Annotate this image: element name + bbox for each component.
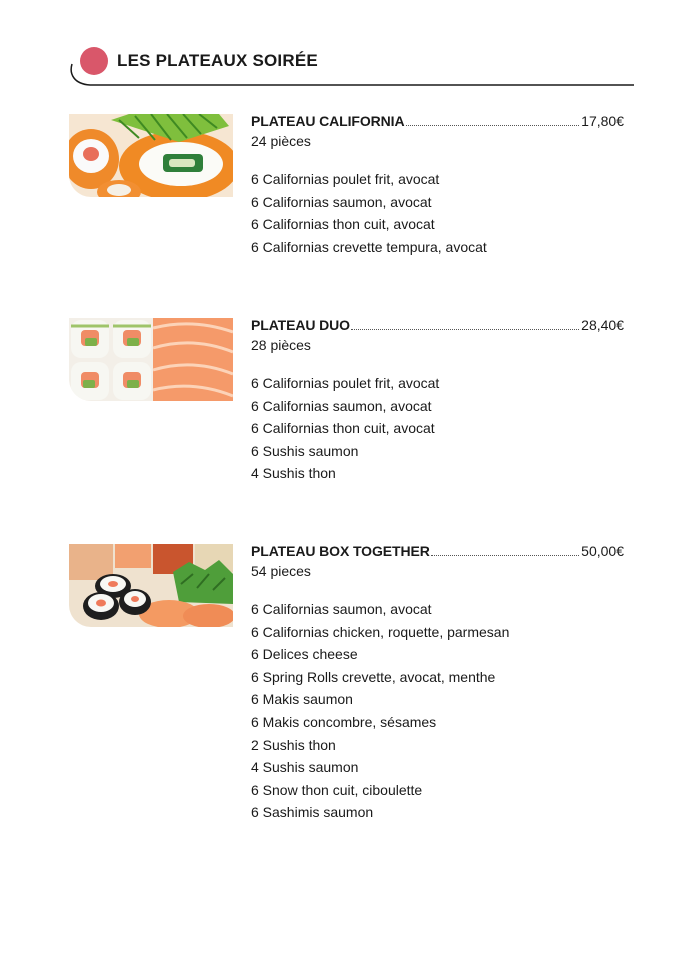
list-item: 6 Snow thon cuit, ciboulette [251, 781, 423, 798]
section-header [68, 40, 634, 90]
list-item: 6 Sashimis saumon [251, 804, 374, 821]
item-name: PLATEAU CALIFORNIA [251, 113, 405, 129]
menu-item-text [251, 112, 624, 258]
section-title: LES PLATEAUX SOIRÉE [117, 51, 318, 70]
list-item: 6 Californias poulet frit, avocat [251, 171, 440, 187]
item-contents [251, 372, 624, 485]
item-contents [251, 168, 624, 258]
item-name: PLATEAU BOX TOGETHER [251, 543, 430, 559]
item-price: 50,00€ [581, 543, 624, 559]
list-item: 6 Sushis saumon [251, 442, 359, 459]
list-item: 6 Makis saumon [251, 691, 353, 708]
item-contents [251, 598, 624, 824]
list-item: 6 Californias crevette tempura, avocat [251, 238, 487, 255]
item-price: 17,80€ [581, 113, 624, 129]
list-item: 6 Californias saumon, avocat [251, 601, 432, 617]
list-item: 6 Californias thon cuit, avocat [251, 216, 435, 233]
dot-leader [351, 329, 579, 330]
sushi-box-together-photo [69, 544, 233, 627]
list-item: 6 Spring Rolls crevette, avocat, menthe [251, 668, 496, 685]
list-item: 4 Sushis thon [251, 465, 336, 482]
header-dot-icon [80, 47, 108, 75]
list-item: 6 Californias thon cuit, avocat [251, 420, 435, 437]
sushi-duo-photo [69, 318, 233, 401]
dot-leader [431, 555, 579, 556]
list-item: 6 Californias saumon, avocat [251, 397, 432, 414]
item-pieces: 24 pièces [251, 133, 311, 149]
list-item: 6 Californias chicken, roquette, parmesan [251, 623, 510, 640]
title-row [251, 112, 624, 130]
list-item: 6 Californias saumon, avocat [251, 193, 432, 210]
item-pieces: 28 pièces [251, 337, 311, 353]
dot-leader [406, 125, 580, 126]
item-pieces: 54 pieces [251, 563, 311, 579]
title-row [251, 316, 624, 334]
list-item: 4 Sushis saumon [251, 759, 359, 776]
item-price: 28,40€ [581, 317, 624, 333]
menu-item-text [251, 316, 624, 485]
list-item: 2 Sushis thon [251, 736, 336, 753]
item-name: PLATEAU DUO [251, 317, 350, 333]
list-item: 6 Californias poulet frit, avocat [251, 375, 440, 391]
list-item: 6 Makis concombre, sésames [251, 713, 437, 730]
sushi-california-photo [69, 114, 233, 197]
list-item: 6 Delices cheese [251, 646, 358, 663]
title-row [251, 542, 624, 560]
menu-item-text [251, 542, 624, 824]
